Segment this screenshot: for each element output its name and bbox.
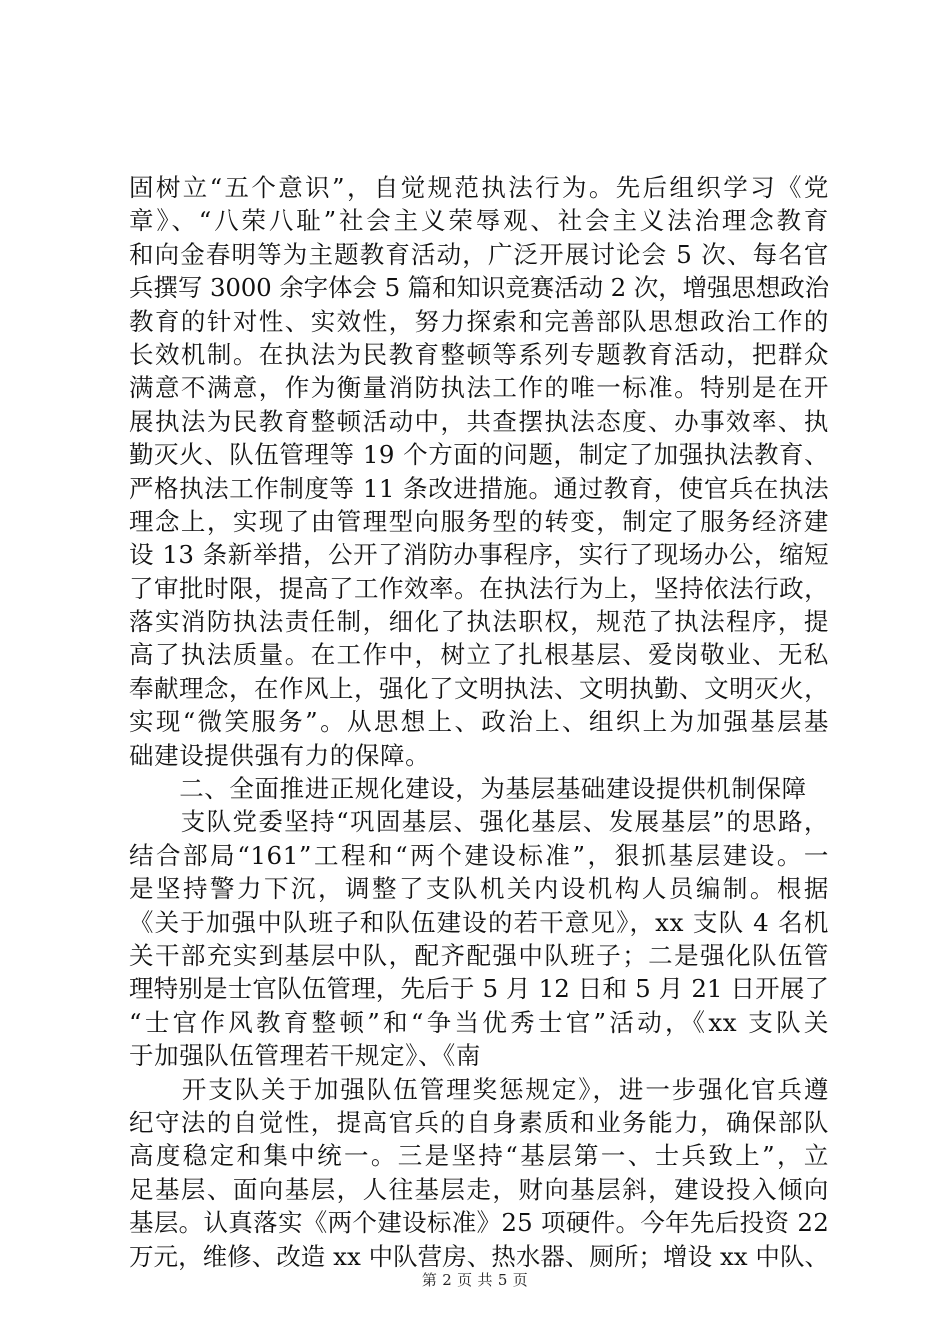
text-line: 结合部局“161”工程和“两个建设标准”，狠抓基层建设。一 bbox=[129, 840, 829, 870]
text-line: 奉献理念，在作风上，强化了文明执法、文明执勤、文明灭火， bbox=[129, 673, 829, 703]
text-line: 万元，维修、改造 xx 中队营房、热水器、厕所；增设 xx 中队、 bbox=[129, 1241, 829, 1271]
text-line: 足基层、面向基层，人往基层走，财向基层斜，建设投入倾向 bbox=[129, 1174, 829, 1204]
text-line: 支队党委坚持“巩固基层、强化基层、发展基层”的思路， bbox=[129, 807, 829, 837]
text-line: 实现“微笑服务”。从思想上、政治上、组织上为加强基层基 bbox=[129, 707, 829, 737]
text-line: 教育的针对性、实效性，努力探索和完善部队思想政治工作的 bbox=[129, 306, 829, 336]
text-line: 高了执法质量。在工作中，树立了扎根基层、爱岗敬业、无私 bbox=[129, 640, 829, 670]
paragraph-end-line: 础建设提供强有力的保障。 bbox=[129, 740, 431, 770]
text-line: 理念上，实现了由管理型向服务型的转变，制定了服务经济建 bbox=[129, 506, 829, 536]
text-line: 基层。认真落实《两个建设标准》25 项硬件。今年先后投资 22 bbox=[129, 1208, 829, 1238]
document-body bbox=[129, 171, 829, 1273]
text-line: 固树立“五个意识”，自觉规范执法行为。先后组织学习《党 bbox=[129, 173, 829, 202]
text-line: 展执法为民教育整顿活动中，共查摆执法态度、办事效率、执 bbox=[129, 406, 829, 436]
section-heading: 二、全面推进正规化建设，为基层基础建设提供机制保障 bbox=[129, 774, 807, 804]
text-line: 理特别是士官队伍管理，先后于 5 月 12 日和 5 月 21 日开展了 bbox=[129, 974, 829, 1004]
text-line: 了审批时限，提高了工作效率。在执法行为上，坚持依法行政， bbox=[129, 573, 829, 603]
text-line: 《关于加强中队班子和队伍建设的若干意见》，xx 支队 4 名机 bbox=[129, 907, 829, 937]
text-line: 和向金春明等为主题教育活动，广泛开展讨论会 5 次、每名官 bbox=[129, 239, 829, 269]
text-line: 长效机制。在执法为民教育整顿等系列专题教育活动，把群众 bbox=[129, 339, 829, 369]
text-line: 满意不满意，作为衡量消防执法工作的唯一标准。特别是在开 bbox=[129, 373, 829, 403]
page-number-footer: 第 2 页 共 5 页 bbox=[421, 1271, 529, 1289]
text-line: 设 13 条新举措，公开了消防办事程序，实行了现场办公，缩短 bbox=[129, 540, 829, 570]
text-line: 勤灭火、队伍管理等 19 个方面的问题，制定了加强执法教育、 bbox=[129, 440, 829, 470]
text-line: 纪守法的自觉性，提高官兵的自身素质和业务能力，确保部队 bbox=[129, 1107, 829, 1137]
text-line: 兵撰写 3000 余字体会 5 篇和知识竞赛活动 2 次，增强思想政治 bbox=[129, 273, 829, 303]
text-line: 关干部充实到基层中队，配齐配强中队班子；二是强化队伍管 bbox=[129, 940, 829, 970]
text-line: 高度稳定和集中统一。三是坚持“基层第一、士兵致上”，立 bbox=[129, 1141, 829, 1171]
text-line: 严格执法工作制度等 11 条改进措施。通过教育，使官兵在执法 bbox=[129, 473, 829, 503]
text-line: “士官作风教育整顿”和“争当优秀士官”活动，《xx 支队关 bbox=[129, 1007, 829, 1037]
text-line: 开支队关于加强队伍管理奖惩规定》，进一步强化官兵遵 bbox=[129, 1074, 829, 1104]
paragraph-end-line: 于加强队伍管理若干规定》、《南 bbox=[129, 1041, 481, 1071]
text-line: 是坚持警力下沉，调整了支队机关内设机构人员编制。根据 bbox=[129, 874, 829, 904]
text-line: 落实消防执法责任制，细化了执法职权，规范了执法程序，提 bbox=[129, 607, 829, 637]
text-line: 章》、“八荣八耻”社会主义荣辱观、社会主义法治理念教育 bbox=[129, 206, 829, 236]
